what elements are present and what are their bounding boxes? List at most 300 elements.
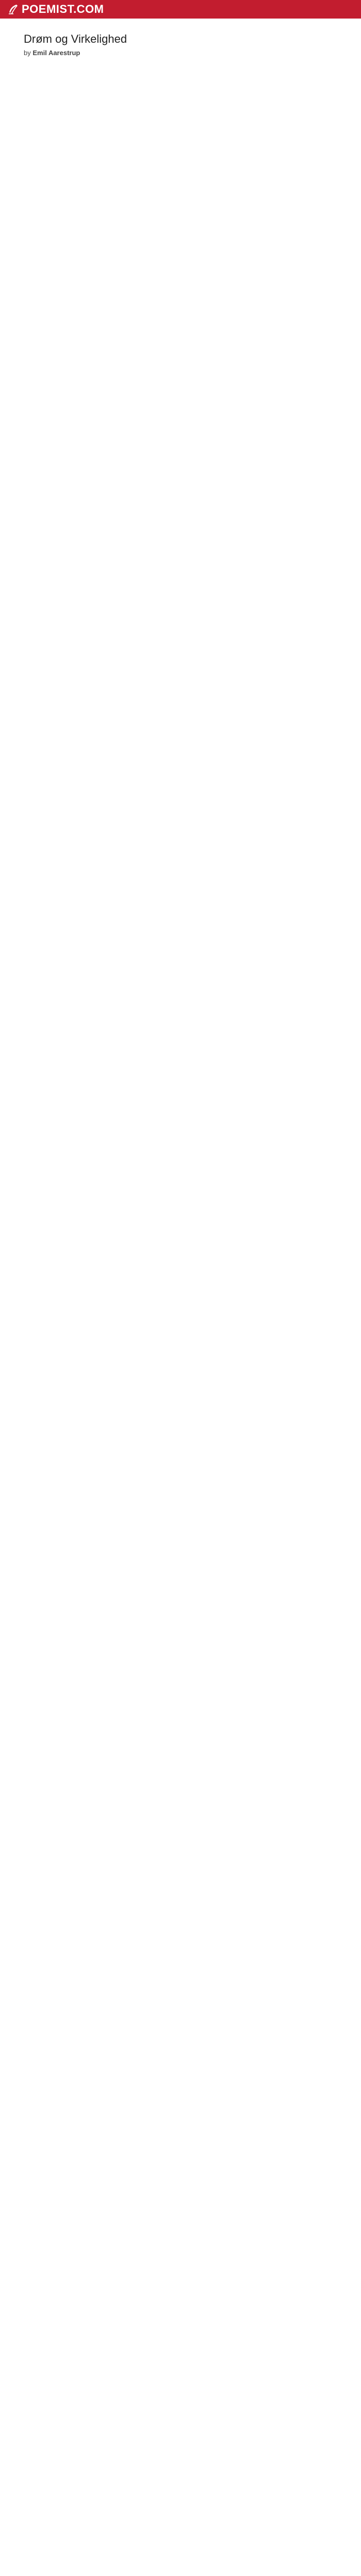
poem-line: [24, 967, 333, 974]
stanza: [24, 998, 333, 1037]
poem-line: [24, 1589, 333, 1597]
poem-line: [24, 241, 333, 249]
stanza: [24, 1045, 333, 1084]
stanza: [24, 1471, 333, 1510]
poem-line: [24, 2330, 333, 2337]
poem-line: [24, 738, 333, 745]
poem-line: [24, 2007, 333, 2014]
poem-line: [24, 438, 333, 446]
poem-line: [24, 1968, 333, 1975]
poem-line: [24, 1857, 333, 1865]
poem-line: [24, 1234, 333, 1242]
poem-line: [24, 1439, 333, 1447]
poem-line: [24, 683, 333, 690]
poem-line: [24, 856, 333, 863]
poem-line: [24, 1880, 333, 1888]
poem-line: [24, 1920, 333, 1928]
poem-line: [24, 2259, 333, 2267]
stanza: [24, 1423, 333, 1463]
poem-line: [24, 399, 333, 406]
poem-line: [24, 1092, 333, 1100]
poem-line: [24, 793, 333, 801]
poem-line: [24, 336, 333, 344]
poem-line: [24, 2472, 333, 2480]
poem-line: [24, 643, 333, 651]
poem-line: [24, 698, 333, 706]
poem-line: [24, 761, 333, 769]
poem-line: [24, 2228, 333, 2235]
poem-line: [24, 2464, 333, 2472]
poem-line: [24, 872, 333, 879]
stanza: [24, 2417, 333, 2456]
stanza: [24, 809, 333, 848]
poem-line: [24, 1297, 333, 1305]
stanza: [24, 761, 333, 801]
stanza: [24, 856, 333, 895]
poem-line: [24, 155, 333, 162]
stanza: [24, 2464, 333, 2503]
stanza: [24, 572, 333, 612]
poem-line: [24, 1329, 333, 1336]
stanza: [24, 1565, 333, 1604]
poem-line: [24, 1541, 333, 1549]
poem-line: [24, 2196, 333, 2204]
poem-line: [24, 367, 333, 375]
poem-line: [24, 2543, 333, 2551]
poem-line: [24, 1810, 333, 1818]
poem-line: [24, 1534, 333, 1541]
poem-line: [24, 1305, 333, 1313]
poem-line: [24, 2558, 333, 2566]
poem-line: [24, 1629, 333, 1636]
poem-line: [24, 1731, 333, 1739]
poem-line: [24, 1715, 333, 1723]
poem-line: [24, 478, 333, 485]
poem-line: [24, 170, 333, 178]
poem-line: [24, 1873, 333, 1880]
poem-line: [24, 2204, 333, 2212]
stanza: [24, 336, 333, 375]
poem-line: [24, 2519, 333, 2527]
poem-line: [24, 1352, 333, 1360]
stanza: [24, 1092, 333, 1131]
poem-line: [24, 1660, 333, 1668]
stanza: [24, 383, 333, 422]
poem-line: [24, 1211, 333, 1218]
stanza: [24, 1755, 333, 1794]
poem-line: [24, 1597, 333, 1605]
stanza: [24, 1329, 333, 1368]
poem-line: [24, 1723, 333, 1731]
poem-line: [24, 217, 333, 225]
poem-line: [24, 1896, 333, 1904]
stanza: [24, 2511, 333, 2550]
poem-line: [24, 501, 333, 509]
poem-line: [24, 1818, 333, 1825]
poem-line: [24, 1518, 333, 1526]
stanza: [24, 241, 333, 280]
poem-line: [24, 430, 333, 438]
poem-line: [24, 1786, 333, 1794]
poem-line: [24, 201, 333, 209]
poem-line: [24, 1282, 333, 1290]
poem-line: [24, 690, 333, 698]
poem-line: [24, 1959, 333, 1967]
poem-line: [24, 619, 333, 627]
poem-line: [24, 1778, 333, 1786]
poem-line: [24, 1171, 333, 1179]
poem-line: [24, 1077, 333, 1084]
poem-line: [24, 1849, 333, 1857]
poem-line: [24, 2023, 333, 2030]
poem-line: [24, 824, 333, 832]
poem-line: [24, 2487, 333, 2495]
poem-line: [24, 651, 333, 659]
poem-line: [24, 2109, 333, 2117]
stanza: [24, 1660, 333, 1699]
poem-line: [24, 1061, 333, 1069]
poem-line: [24, 304, 333, 312]
stanza: [24, 2038, 333, 2077]
poem-line: [24, 1999, 333, 2007]
poem-line: [24, 785, 333, 793]
poem-line: [24, 2054, 333, 2062]
poem-line: [24, 2243, 333, 2251]
poem-line: [24, 1203, 333, 1211]
poem-line: [24, 556, 333, 564]
poem-line: [24, 462, 333, 469]
poem-line: [24, 1952, 333, 1959]
stanza: [24, 2133, 333, 2172]
poem-line: [24, 1069, 333, 1076]
poem-line: [24, 446, 333, 454]
poem-line: [24, 935, 333, 942]
poem-line: [24, 1100, 333, 1108]
poem-line: [24, 2338, 333, 2346]
poem-author[interactable]: Emil Aarestrup: [32, 49, 80, 57]
poem-line: [24, 549, 333, 556]
poem-line: [24, 809, 333, 817]
poem-line: [24, 1140, 333, 1147]
stanza: [24, 1282, 333, 1321]
logo-text: POEMIST.COM: [22, 3, 104, 15]
poem-line: [24, 265, 333, 273]
poem-line: [24, 2496, 333, 2503]
poem-line: [24, 2133, 333, 2141]
poem-line: [24, 1313, 333, 1321]
poem-line: [24, 146, 333, 154]
stanza: [24, 430, 333, 469]
poem-line: [24, 2038, 333, 2046]
poem-line: [24, 832, 333, 840]
poem-line: [24, 1376, 333, 1384]
poem-line: [24, 998, 333, 1006]
poem-line: [24, 674, 333, 682]
poem-line: [24, 1912, 333, 1920]
poem-line: [24, 296, 333, 304]
stanza: [24, 2275, 333, 2314]
quill-pen-icon: [7, 4, 19, 15]
poem-line: [24, 2157, 333, 2164]
stanza: [24, 2086, 333, 2125]
poem-line: [24, 1029, 333, 1037]
poem-line: [24, 1053, 333, 1061]
poem-line: [24, 312, 333, 320]
poem-line: [24, 225, 333, 233]
stanza: [24, 1991, 333, 2030]
poem-line: [24, 2511, 333, 2519]
poem-line: [24, 1573, 333, 1581]
stanza: [24, 1896, 333, 1936]
poem-line: [24, 162, 333, 170]
poem-line: [24, 667, 333, 674]
poem-line: [24, 1116, 333, 1124]
poem-line: [24, 1195, 333, 1202]
stanza: [24, 951, 333, 990]
poem-line: [24, 1479, 333, 1486]
stanza: [24, 2322, 333, 2361]
poem-line: [24, 1865, 333, 1873]
poem-line: [24, 2377, 333, 2385]
poem-line: [24, 1486, 333, 1494]
poem-line: [24, 2283, 333, 2291]
poem-line: [24, 1495, 333, 1502]
poem-line: [24, 1392, 333, 1400]
poem-line: [24, 1423, 333, 1431]
poem-line: [24, 1431, 333, 1439]
poem-line: [24, 1802, 333, 1809]
poem-line: [24, 745, 333, 753]
poem-line: [24, 383, 333, 391]
poem-line: [24, 249, 333, 257]
poem-byline: [24, 48, 361, 57]
stanza: [24, 2558, 333, 2576]
poem-line: [24, 1455, 333, 1463]
poem-line: [24, 2141, 333, 2148]
poem-line: [24, 888, 333, 895]
poem-line: [24, 344, 333, 351]
poem-line: [24, 91, 333, 99]
poem-line: [24, 1163, 333, 1171]
poem-line: [24, 540, 333, 548]
byline-prefix: by: [24, 49, 31, 57]
poem-line: [24, 2393, 333, 2401]
poem-line: [24, 1668, 333, 1675]
poem-line: [24, 1565, 333, 1573]
site-logo[interactable]: [7, 3, 104, 16]
poem-line: [24, 2291, 333, 2298]
poem-line: [24, 1770, 333, 1778]
poem-line: [24, 2164, 333, 2172]
poem-line: [24, 525, 333, 533]
poem-line: [24, 840, 333, 848]
poem-line: [24, 210, 333, 217]
poem-line: [24, 1266, 333, 1274]
poem-line: [24, 359, 333, 367]
poem-line: [24, 454, 333, 462]
poem-title: Drøm og Virkelighed: [24, 32, 127, 45]
poem-line: [24, 1526, 333, 1534]
poem-line: [24, 2086, 333, 2093]
poem-line: [24, 2369, 333, 2377]
stanza: [24, 714, 333, 753]
poem-line: [24, 2298, 333, 2306]
poem-line: [24, 2014, 333, 2022]
poem-line: [24, 911, 333, 919]
poem-line: [24, 572, 333, 580]
poem-line: [24, 2117, 333, 2125]
poem-line: [24, 628, 333, 635]
poem-line: [24, 635, 333, 643]
poem-line: [24, 1620, 333, 1628]
poem-line: [24, 1384, 333, 1392]
poem-line: [24, 777, 333, 785]
poem-line: [24, 2212, 333, 2219]
poem-line: [24, 2322, 333, 2330]
poem-line: [24, 722, 333, 730]
poem-line: [24, 1471, 333, 1479]
poem-line: [24, 2102, 333, 2109]
stanza: [24, 83, 333, 139]
poem-line: [24, 1991, 333, 1999]
poem-line: [24, 1108, 333, 1116]
poem-line: [24, 2425, 333, 2432]
poem-line: [24, 2188, 333, 2196]
stanza: [24, 525, 333, 564]
poem-line: [24, 1636, 333, 1644]
poem-line: [24, 1345, 333, 1352]
poem-line: [24, 533, 333, 540]
stanza: [24, 289, 333, 328]
poem-line: [24, 2307, 333, 2314]
poem-line: [24, 1006, 333, 1013]
poem-line: [24, 903, 333, 911]
poem-line: [24, 1013, 333, 1021]
poem-line: [24, 714, 333, 722]
poem-line: [24, 958, 333, 966]
poem-line: [24, 320, 333, 328]
poem-line: [24, 1755, 333, 1762]
poem-line: [24, 415, 333, 422]
stanza: [24, 1234, 333, 1274]
poem-line: [24, 1928, 333, 1936]
poem-line: [24, 982, 333, 990]
poem-line: [24, 1834, 333, 1841]
site-header: [0, 0, 361, 19]
poem-line: [24, 273, 333, 280]
poem-line: [24, 1337, 333, 1345]
poem-line: [24, 2070, 333, 2078]
poem-line: [24, 1975, 333, 1983]
stanza: [24, 1140, 333, 1179]
poem-line: [24, 2535, 333, 2543]
poem-line: [24, 1676, 333, 1684]
poem-line: [24, 817, 333, 824]
stanza: [24, 1518, 333, 1557]
poem-line: [24, 1944, 333, 1952]
poem-line: [24, 2046, 333, 2054]
poem-line: [24, 178, 333, 186]
poem-line: [24, 951, 333, 958]
poem-line: [24, 879, 333, 887]
poem-line: [24, 123, 333, 130]
poem-line: [24, 1147, 333, 1155]
poem-line: [24, 2385, 333, 2393]
poem-line: [24, 1502, 333, 1510]
stanza: [24, 1707, 333, 1747]
poem-line: [24, 509, 333, 517]
poem-line: [24, 1242, 333, 1250]
poem-line: [24, 99, 333, 107]
poem-line: [24, 2527, 333, 2535]
poem-line: [24, 2480, 333, 2487]
poem-line: [24, 1739, 333, 1747]
poem-line: [24, 2062, 333, 2070]
poem-line: [24, 2566, 333, 2574]
poem-line: [24, 2275, 333, 2282]
poem-line: [24, 115, 333, 123]
poem-line: [24, 1825, 333, 1833]
poem-line: [24, 2093, 333, 2101]
poem-line: [24, 1400, 333, 1408]
poem-line: [24, 1290, 333, 1297]
poem-line: [24, 1045, 333, 1053]
poem-line: [24, 391, 333, 399]
poem-line: [24, 864, 333, 872]
poem-line: [24, 1022, 333, 1029]
stanza: [24, 1944, 333, 1983]
stanza: [24, 1187, 333, 1226]
poem-line: [24, 730, 333, 738]
poem-line: [24, 769, 333, 777]
poem-line: [24, 406, 333, 414]
poem-line: [24, 1124, 333, 1132]
stanza: [24, 1613, 333, 1652]
poem-line: [24, 2346, 333, 2353]
poem-line: [24, 2448, 333, 2456]
poem-line: [24, 2149, 333, 2157]
poem-line: [24, 588, 333, 596]
poem-line: [24, 1613, 333, 1620]
poem-line: [24, 257, 333, 265]
poem-line: [24, 351, 333, 359]
poem-line: [24, 596, 333, 603]
stanza: [24, 1376, 333, 1415]
stanza: [24, 903, 333, 942]
poem-line: [24, 2180, 333, 2188]
stanza: [24, 2180, 333, 2219]
poem-line: [24, 107, 333, 115]
poem-line: [24, 1218, 333, 1226]
poem-line: [24, 580, 333, 588]
stanza: [24, 619, 333, 658]
poem-line: [24, 1361, 333, 1368]
poem-line: [24, 2235, 333, 2243]
poem-line: [24, 1762, 333, 1770]
poem-line: [24, 494, 333, 501]
poem-line: [24, 1258, 333, 1266]
stanza: [24, 1849, 333, 1888]
poem-line: [24, 1156, 333, 1163]
poem-line: [24, 194, 333, 201]
poem-line: [24, 1904, 333, 1912]
stanza: [24, 146, 333, 185]
poem-line: [24, 1707, 333, 1715]
poem-line: [24, 2417, 333, 2425]
stanza: [24, 1802, 333, 1841]
stanza: [24, 2228, 333, 2267]
poem-line: [24, 2432, 333, 2440]
